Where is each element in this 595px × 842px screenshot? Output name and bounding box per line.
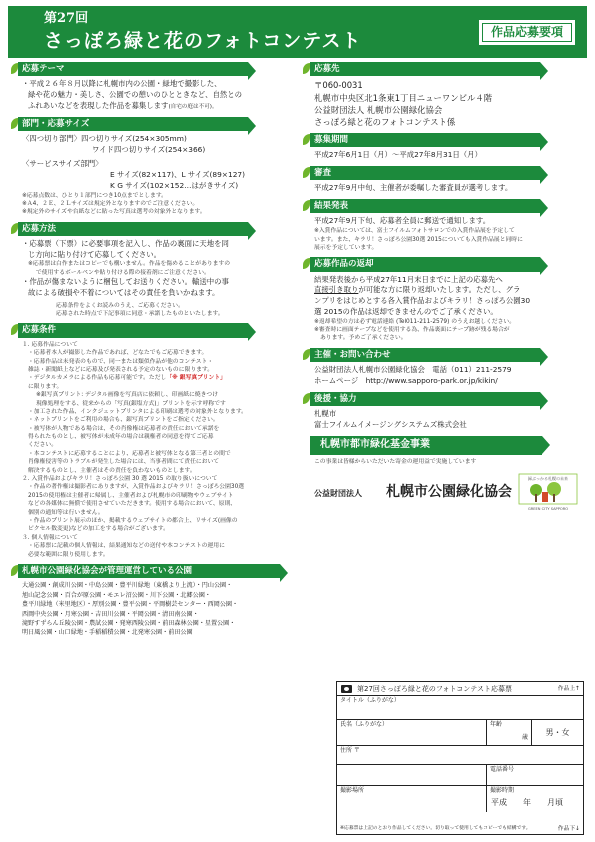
condition-heading: ２. 入賞作品およびキラリ！さっぽろ公園 30 選 2015 の取り扱いについて [22, 476, 218, 483]
return-line: ンプリをはじめとする各入賞作品およびキラリ！さっぽろ公園30 [314, 296, 531, 306]
method-line: ・応募票（下票）に必要事項を記入し、作品の裏面に天地を同 [22, 238, 229, 248]
leaf-icon [303, 200, 310, 211]
date-value: 平成 年 月頃 [491, 798, 563, 807]
section-size [16, 117, 292, 217]
organization-block [308, 472, 582, 512]
condition-line: 肖像権侵害等のトラブルが発生した場合には、当事者間にて責任において [28, 459, 220, 466]
age-field[interactable]: 年齢 歳 [487, 720, 532, 745]
section-title-return: 応募作品の返却 [310, 257, 540, 271]
homepage-link[interactable]: ホームページ http://www.sapporo-park.or.jp/kikin/ [314, 375, 498, 385]
leaf-icon [303, 167, 310, 178]
condition-line: に限ります。 [28, 383, 63, 390]
condition-line: ・応募票に記載の個人情報は、結果通知などの送付や本コンテストの運用に [28, 543, 225, 550]
section-support [308, 392, 582, 431]
method-consent: 応募条件をよくお読みのうえ、ご応募ください。 [56, 302, 184, 309]
org-type: 公益財団法人 [314, 489, 362, 499]
section-return [308, 257, 582, 342]
condition-line: ください。 [28, 442, 57, 449]
method-line: 故による破損や不着についてはその責任を負いかねます。 [28, 287, 220, 297]
park-list-line: 西岡中央公園・月寒公園・吉田川公園・平岡公園・清田南公園・ [22, 610, 199, 618]
entry-form [336, 681, 584, 835]
section-contact [308, 348, 582, 387]
entry-form-header [337, 682, 583, 696]
leaf-icon [303, 349, 310, 360]
section-fund [308, 435, 582, 466]
address-field[interactable]: 住所 〒 [337, 746, 583, 765]
address-line: 〒060-0031 [314, 80, 363, 91]
contact-line: 公益財団法人札幌市公園緑化協会 電話（011）211-2579 [314, 365, 512, 375]
guidelines-badge: 作品応募要項 [479, 20, 575, 45]
contest-title: さっぽろ緑と花のフォトコンテスト [44, 30, 362, 52]
condition-line: ※銀写真プリント: デジタル画像を写真店に依頼し、印画紙に焼きつけ [36, 392, 218, 399]
size-note: ※Ａ4、２Ｅ、２Ｌサイズは規定外となりますのでご注意ください。 [22, 200, 199, 207]
condition-heading: ３. 個人情報について [22, 534, 78, 541]
supporter: 富士フイルムイメージングシステムズ株式会社 [314, 419, 467, 429]
size-line: 〈四つ切り部門〉四つ切りサイズ(254×305mm) [22, 133, 187, 143]
leaf-icon [11, 63, 18, 74]
method-note: ※応募票は白作またはコピーでも構いません。作品を傷めることがありますの [28, 261, 231, 268]
photo-top-label: 作品上↑ [557, 686, 580, 692]
photo-bottom-label: 作品下↓ [557, 825, 580, 832]
park-list-line: 豊平川緑地（米里地区）・厚別公園・豊平公園・平岡樹芸センター・西岡公園・ [22, 601, 239, 609]
size-line: K G サイズ(102×152…はがきサイズ) [110, 180, 239, 190]
results-note: 展示を予定しています。 [314, 244, 378, 251]
section-method [16, 222, 292, 319]
park-list-line: 旭山記念公園・百合が原公園・モエレ沼公園・川下公園・北郷公園・ [22, 591, 211, 599]
fund-title: 札幌市都市緑化基金事業 [310, 436, 542, 455]
blank-cell [337, 765, 487, 785]
condition-line: ・本コンテストに応募することにより、応募者と被写体となる第三者との間で [28, 450, 231, 457]
leaf-icon [11, 118, 18, 129]
green-city-logo-icon [518, 472, 578, 512]
return-line: 直接引き取りが可能な方に限り返却いたします。ただし、グラ [314, 285, 521, 295]
place-field[interactable]: 撮影場所 [337, 786, 487, 812]
return-note: あります。予めご了承ください。 [320, 335, 407, 342]
park-list-line: 滝野すずらん丘陵公園・農試公園・発寒西陵公園・前田森林公園・星置公園・ [22, 620, 236, 628]
results-note: います。また、キラリ！さっぽろ公園30選 2015についても入賞作品展と同時に [314, 236, 523, 243]
entry-form-footer [337, 825, 583, 834]
park-list-line: 大通公園・創成川公園・中島公園・豊平川緑地（東橋より上流）・円山公園・ [22, 582, 233, 590]
section-title-conditions: 応募条件 [18, 323, 248, 337]
condition-line: ・作品のプリント展示のほか、掲載するウェブサイトの都合上、リサイズ(画像の [28, 518, 238, 524]
supporter: 札幌市 [314, 408, 337, 418]
leaf-icon [303, 393, 310, 404]
section-title-method: 応募方法 [18, 222, 248, 236]
condition-line: 現像処理をする、従来からの「写真(銀塩方式)」プリントを示す呼称です [36, 400, 226, 407]
section-title-parks: 札幌市公園緑化協会が管理運営している公園 [18, 564, 280, 578]
method-line: じ方向に貼り付けて応募してください。 [28, 249, 162, 259]
section-title-size: 部門・応募サイズ [18, 117, 248, 131]
condition-line: ・応募作品は未発表のもので、同一または類似作品が他のコンテスト・ [28, 358, 214, 365]
return-note: ※返却希望の方は必ず電話連絡 (Tel011-211-2579) のうえお越しください。 [314, 318, 515, 325]
method-consent: 応募された時点で下記事項に同意・承諾したものといたします。 [56, 311, 224, 318]
condition-line: ・ネットプリントをご利用の場合も、銀写真プリントをご指定ください。 [28, 417, 219, 424]
condition-line: 必要な範囲に限り使用します。 [28, 551, 109, 558]
results-line: 平成27年9月下旬、応募者全員に郵送で通知します。 [314, 216, 491, 226]
name-row [337, 720, 583, 746]
section-theme [16, 62, 292, 112]
silver-print-highlight: 「※ 銀写真プリント」 [166, 375, 226, 382]
theme-line: ふれあいなどを表現した作品を募集します(自宅の庭は不可)。 [28, 100, 218, 110]
section-conditions [16, 323, 292, 558]
address-line: さっぽろ緑と花のフォトコンテスト係 [314, 116, 456, 127]
return-line: 結果発表後から平成27年11月末日までに上記の応募先へ [314, 274, 503, 284]
size-note: ※応募点数は、ひとり１部門につき10点までとします。 [22, 192, 167, 199]
section-title-judging: 審査 [310, 166, 540, 180]
section-destination [308, 62, 582, 128]
period-text: 平成27年6月1日（月）〜平成27年8月31日（月） [314, 150, 482, 160]
leaf-icon [303, 63, 310, 74]
leaf-icon [11, 223, 18, 234]
leaf-icon [11, 324, 18, 335]
address-line: 公益財団法人 札幌市公園緑化協会 [314, 104, 443, 115]
size-line: ワイド四つ切りサイズ(254×366) [92, 144, 206, 154]
condition-line: ・応募者本人が撮影した作品であれば、どなたでもご応募できます。 [28, 350, 208, 357]
size-line: 〈サービスサイズ部門〉 [22, 159, 103, 169]
photo-title-field[interactable]: タイトル（ふりがな） [337, 696, 583, 720]
contest-number: 第27回 [44, 11, 89, 26]
condition-line: 雑誌・新聞紙上などに応募及び発表される予定のないものに限ります。 [28, 366, 214, 373]
section-title-support: 後援・協力 [310, 392, 540, 406]
section-title-period: 募集期間 [310, 133, 540, 147]
section-period [308, 133, 582, 161]
size-line: E サイズ(82×117)、L サイズ(89×127) [110, 170, 245, 180]
condition-line: 個別の通知等は行いません。 [28, 509, 104, 516]
header-banner [8, 6, 587, 58]
svg-text:緑ぶっかる札幌の未来: 緑ぶっかる札幌の未来 [528, 476, 568, 482]
section-title-theme: 応募テーマ [18, 62, 248, 76]
section-results [308, 199, 582, 252]
condition-line: などの各媒体に無償で使用させていただきます。使用する場合において、原則、 [28, 501, 237, 508]
left-column [16, 62, 292, 643]
address-line: 札幌市中央区北1条東1丁目ニューワンビル４階 [314, 92, 493, 103]
entry-form-title: 第27回さっぽろ緑と花のフォトコンテスト応募票 [357, 685, 512, 693]
method-note: で使用するボールペンや貼り付ける際の接着剤にご注意ください。 [36, 269, 210, 276]
fund-text: この事業は皆様からいただいた寄金の運用益で実施しています [314, 458, 477, 465]
condition-line: 得られたものとし、被写体が未成年の場合は親権者の同意を得てご応募 [28, 434, 214, 441]
condition-heading: １. 応募作品について [22, 341, 78, 348]
condition-line: 2015の使用権は主催者に帰属し、主催者および札幌市の印刷物やウェブサイト [28, 492, 234, 499]
phone-row [337, 765, 583, 786]
method-line: ・作品が傷まないように梱包してお送りください。輸送中の事 [22, 277, 229, 287]
section-parks [16, 564, 292, 638]
section-title-destination: 応募先 [310, 62, 540, 76]
theme-line: 緑や花の魅力・美しさ、公園での憩いのひとときなど、自然との [28, 90, 243, 100]
condition-line: ・作品の著作権は撮影者にありますが、入賞作品およびキラリ！さっぽろ公園30選 [28, 484, 245, 491]
return-line: 選 2015の作品は返却できませんのでご了承ください。 [314, 306, 498, 316]
leaf-icon [303, 134, 310, 145]
gender-field[interactable]: 男・女 [545, 728, 570, 737]
section-title-contact: 主催・お問い合わせ [310, 348, 540, 362]
condition-line: 解決するものとし、主催者はその責任を負わないものとします。 [28, 467, 196, 474]
condition-line: ・デジタルカメラによる作品も応募可能です。ただし「※ 銀写真プリント」 [28, 375, 226, 382]
shot-row [337, 786, 583, 812]
theme-line: ・平成２６年８月以降に札幌市内の公園・緑地で撮影した、 [22, 79, 222, 89]
phone-field[interactable]: 電話番号 [490, 766, 515, 773]
results-note: ※入賞作品については、富士フイルムフォトサロンでの入賞作品展を予定して [314, 228, 515, 235]
leaf-icon [11, 565, 18, 576]
condition-line: ・加工された作品、インクジェットプリンタによる印刷は選考の対象外となります。 [28, 408, 247, 415]
name-field[interactable]: 氏名（ふりがな） [337, 720, 487, 745]
leaf-icon [303, 258, 310, 269]
svg-text:GREEN CITY SAPPORO: GREEN CITY SAPPORO [527, 507, 569, 512]
judging-text: 平成27年9月中旬、主催者が委嘱した審査員が選考します。 [314, 183, 513, 193]
org-name: 札幌市公園緑化協会 [386, 484, 512, 501]
date-field[interactable]: 撮影時期 平成 年 月頃 [490, 787, 563, 807]
size-note: ※規定外のサイズや台紙などに貼った写真は選考の対象外となります。 [22, 209, 206, 216]
condition-line: ・被写体が人物である場合は、その肖像権は応募者の責任において承諾を [28, 425, 220, 432]
form-footnote: ※応募票は上記のとおり作品してください。切り取って使用してもコピーでも結構です。 [340, 826, 531, 832]
camera-icon [341, 685, 352, 693]
right-column [308, 62, 582, 512]
park-list-line: 明日風公園・山口緑地・手稲稲積公園・北発寒公園・前田公園 [22, 629, 193, 637]
section-title-results: 結果発表 [310, 199, 540, 213]
return-note: ※審査時に画面テープなどを使用する為、作品裏面にテープ跡が残る場合が [314, 327, 510, 334]
condition-line: ピクセル数変更)などの加工をする場合がございます。 [28, 526, 169, 533]
section-judging [308, 166, 582, 194]
